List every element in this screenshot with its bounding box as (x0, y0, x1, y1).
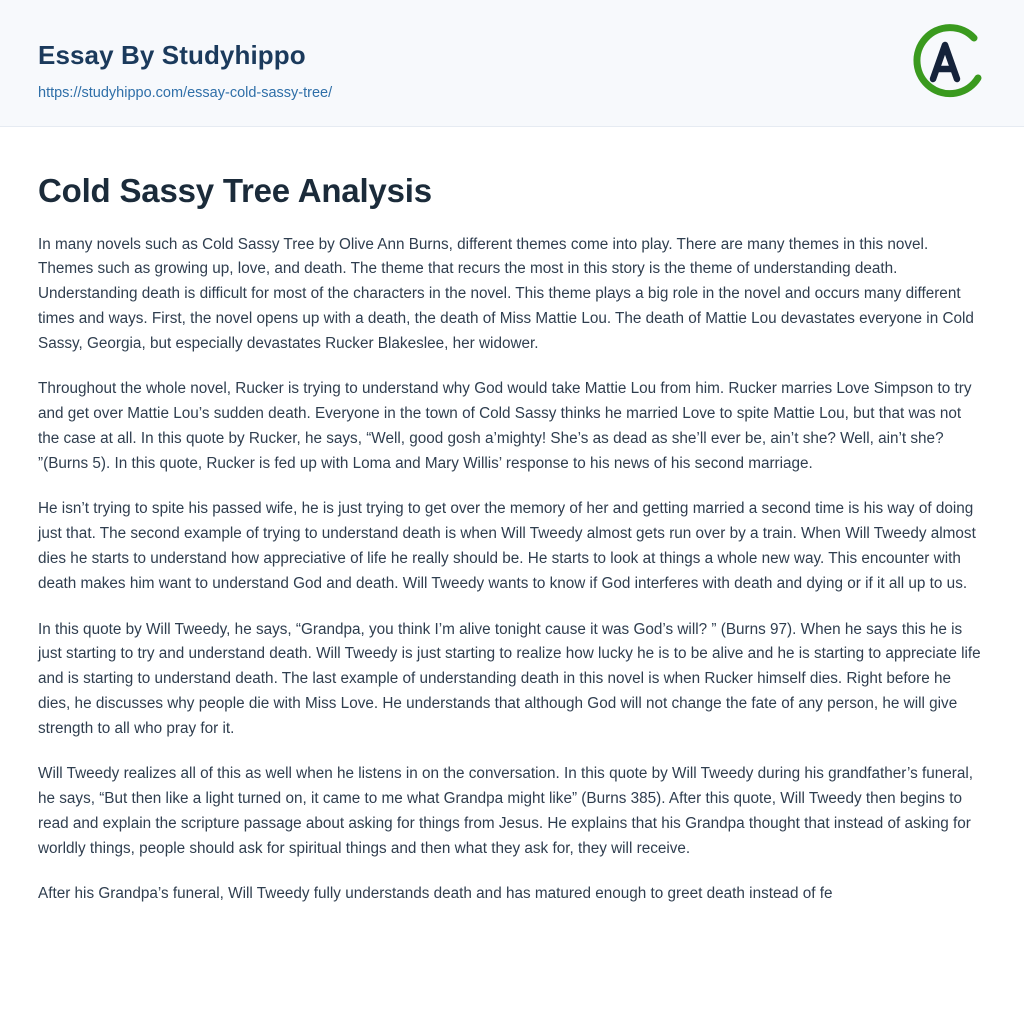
article-paragraph: Will Tweedy realizes all of this as well when he listens in on the conversation. In this quote by Will Tweedy during his grandfather’s funeral, he says, “But then like a light turned on, it came to me what Grandpa might like” (Burns 385). After this quote, Will Tweedy then begins to read and explain the scripture passage about asking for things from Jesus. He explains that his Grandpa thought that instead of asking for worldly things, people should ask for spiritual things and then what they ask for, they will receive. (38, 765, 974, 857)
article-paragraph: Throughout the whole novel, Rucker is trying to understand why God would take Mattie Lou from him. Rucker marries Love Simpson to try and get over Mattie Lou’s sudden death. Everyone in the town of Cold Sassy thinks he married Love to spite Mattie Lou, but that was not the case at all. In this quote by Rucker, he says, “Well, good gosh a’mighty! She’s as dead as she’ll ever be, ain’t she? Well, ain’t she? ”(Burns 5). In this quote, Rucker is fed up with Loma and Mary Willis’ response to his news of his second marriage. (38, 380, 972, 472)
studyhippo-a-logo-icon (904, 22, 986, 104)
article-paragraph: After his Grandpa’s funeral, Will Tweedy fully understands death and has matured enough to greet death instead of fe (38, 885, 833, 903)
page-title: Cold Sassy Tree Analysis (38, 172, 432, 209)
article-paragraph: In this quote by Will Tweedy, he says, “Grandpa, you think I’m alive tonight cause it was God’s will? ” (Burns 97). When he says this he is just starting to try and understand death. Will Tweedy is just starting to realize how lucky he is to be alive and he is starting to appreciate life and is starting to understand death. The last example of understanding death in this novel is when Rucker himself dies. Right before he dies, he discusses why people die with Miss Love. He understands that although God will not change the fate of any person, he will give strength to all who pray for it. (38, 620, 981, 737)
article-paragraph: He isn’t trying to spite his passed wife, he is just trying to get over the memory of her and getting married a second time is his way of doing just that. The second example of trying to understand death is when Will Tweedy almost gets run over by a train. When Will Tweedy almost dies he starts to understand how appreciative of life he really should be. He starts to look at things a whole new way. This encounter with death makes him want to understand God and death. Will Tweedy wants to know if God interferes with death and dying or if it all up to us. (38, 500, 976, 592)
site-brand: Essay By Studyhippo (38, 40, 306, 70)
site-header (0, 0, 1024, 127)
article-body (0, 127, 1024, 907)
source-url-link[interactable]: https://studyhippo.com/essay-cold-sassy-tree/ (38, 85, 333, 101)
article-paragraph: In many novels such as Cold Sassy Tree by Olive Ann Burns, different themes come into play. There are many themes in this novel. Themes such as growing up, love, and death. The theme that recurs the most in this story is the theme of understanding death. Understanding death is difficult for most of the characters in the novel. This theme plays a big role in the novel and occurs many different times and ways. First, the novel opens up with a death, the death of Miss Mattie Lou. The death of Mattie Lou devastates everyone in Cold Sassy, Georgia, but especially devastates Rucker Blakeslee, her widower. (38, 235, 974, 352)
